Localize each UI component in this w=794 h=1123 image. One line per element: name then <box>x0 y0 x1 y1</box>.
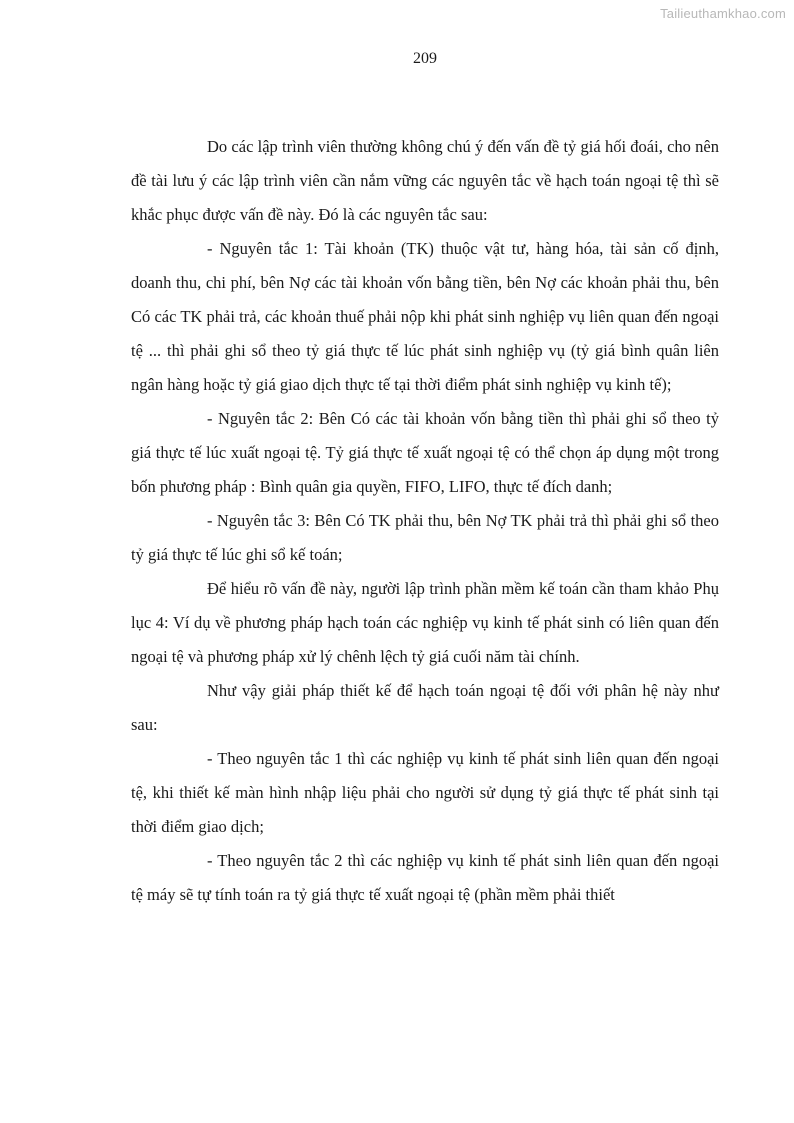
paragraph-intro: Do các lập trình viên thường không chú ý đến vấn đề tỷ giá hối đoái, cho nên đề tài lưu ý các lập trình viên cần nắm vững các nguyên tắc về hạch toán ngoại tệ thì sẽ khắc phục được vấn đề này. Đó là các nguyên tắc sau: <box>131 137 719 224</box>
paragraph-principle-2: - Nguyên tắc 2: Bên Có các tài khoản vốn bằng tiền thì phải ghi sổ theo tỷ giá thực tế lúc xuất ngoại tệ. Tỷ giá thực tế xuất ngoại tệ có thể chọn áp dụng một trong bốn phương pháp : Bình quân gia quyền, FIFO, LIFO, thực tế đích danh; <box>131 409 719 496</box>
page-number: 209 <box>413 50 437 67</box>
paragraph-appendix-reference: Để hiểu rõ vấn đề này, người lập trình phần mềm kế toán cần tham khảo Phụ lục 4: Ví dụ về phương pháp hạch toán các nghiệp vụ kinh tế phát sinh có liên quan đến ngoại tệ và phương pháp xử lý chênh lệch tỷ giá cuối năm tài chính. <box>131 579 719 666</box>
paragraph-principle-1: - Nguyên tắc 1: Tài khoản (TK) thuộc vật tư, hàng hóa, tài sản cố định, doanh thu, chi phí, bên Nợ các tài khoản vốn bằng tiền, bên Nợ các khoản phải thu, bên Có các TK phải trả, các khoản thuế phải nộp khi phát sinh nghiệp vụ liên quan đến ngoại tệ ... thì phải ghi sổ theo tỷ giá thực tế lúc phát sinh nghiệp vụ (tỷ giá bình quân liên ngân hàng hoặc tỷ giá giao dịch thực tế tại thời điểm phát sinh nghiệp vụ kinh tế); <box>131 239 719 394</box>
paragraph-solution-2: - Theo nguyên tắc 2 thì các nghiệp vụ kinh tế phát sinh liên quan đến ngoại tệ máy sẽ tự tính toán ra tỷ giá thực tế xuất ngoại tệ (phần mềm phải thiết <box>131 851 719 904</box>
paragraph-solution-1: - Theo nguyên tắc 1 thì các nghiệp vụ kinh tế phát sinh liên quan đến ngoại tệ, khi thiết kế màn hình nhập liệu phải cho người sử dụng tỷ giá thực tế phát sinh tại thời điểm giao dịch; <box>131 749 719 836</box>
paragraph-solution-intro: Như vậy giải pháp thiết kế để hạch toán ngoại tệ đối với phân hệ này như sau: <box>131 681 719 734</box>
watermark-text: Tailieuthamkhao.com <box>660 6 786 21</box>
document-body <box>131 130 719 912</box>
paragraph-principle-3: - Nguyên tắc 3: Bên Có TK phải thu, bên Nợ TK phải trả thì phải ghi sổ theo tỷ giá thực tế lúc ghi sổ kế toán; <box>131 511 719 564</box>
